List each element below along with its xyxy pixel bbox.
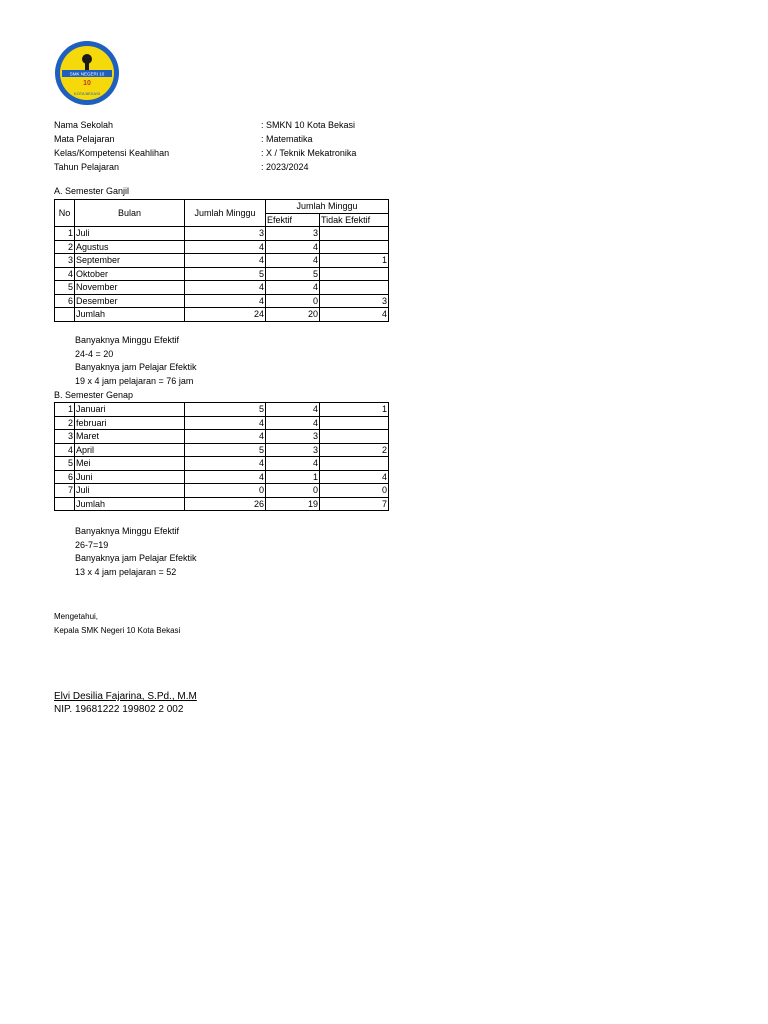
note-line: 24-4 = 20 xyxy=(75,348,114,359)
cell-jumlah: 5 xyxy=(185,403,266,417)
info-value: : SMKN 10 Kota Bekasi xyxy=(261,120,356,130)
cell-tidak-efektif: 0 xyxy=(320,484,389,498)
cell-total-tidak-efektif: 7 xyxy=(320,497,389,511)
cell-efektif: 3 xyxy=(266,227,320,241)
note-line: 26-7=19 xyxy=(75,539,109,550)
cell-bulan: September xyxy=(75,254,185,268)
table-row xyxy=(55,430,389,444)
cell-no: 5 xyxy=(55,281,75,295)
cell-efektif: 1 xyxy=(266,470,320,484)
cell-total-label: Jumlah xyxy=(75,497,185,511)
cell-jumlah: 4 xyxy=(185,281,266,295)
header-jumlah-minggu: Jumlah Minggu xyxy=(185,200,266,227)
cell-tidak-efektif xyxy=(320,281,389,295)
cell-no: 2 xyxy=(55,240,75,254)
cell-bulan: April xyxy=(75,443,185,457)
header-group: Jumlah Minggu xyxy=(266,200,389,214)
cell-total-efektif: 19 xyxy=(266,497,320,511)
cell-total-jumlah: 26 xyxy=(185,497,266,511)
table-row xyxy=(55,254,389,268)
cell-tidak-efektif xyxy=(320,430,389,444)
cell-tidak-efektif: 1 xyxy=(320,254,389,268)
cell-efektif: 4 xyxy=(266,240,320,254)
cell-no xyxy=(55,497,75,511)
cell-jumlah: 5 xyxy=(185,267,266,281)
cell-tidak-efektif: 1 xyxy=(320,403,389,417)
cell-efektif: 4 xyxy=(266,254,320,268)
signer xyxy=(54,690,197,716)
cell-bulan: Mei xyxy=(75,457,185,471)
note-line: Banyaknya Minggu Efektif xyxy=(75,526,180,536)
cell-tidak-efektif xyxy=(320,227,389,241)
cell-jumlah: 4 xyxy=(185,294,266,308)
header-efektif: Efektif xyxy=(266,213,320,227)
school-logo xyxy=(54,40,120,106)
cell-total-efektif: 20 xyxy=(266,308,320,322)
school-info xyxy=(54,118,356,174)
cell-total-jumlah: 24 xyxy=(185,308,266,322)
ganjil-notes xyxy=(75,334,197,388)
info-value: : X / Teknik Mekatronika xyxy=(261,148,357,158)
table-total-row xyxy=(55,308,389,322)
cell-bulan: Desember xyxy=(75,294,185,308)
cell-bulan: Oktober xyxy=(75,267,185,281)
cell-efektif: 4 xyxy=(266,403,320,417)
table-row xyxy=(55,267,389,281)
cell-jumlah: 4 xyxy=(185,430,266,444)
sign-line-title: Kepala SMK Negeri 10 Kota Bekasi xyxy=(54,626,181,635)
header-tidak-efektif: Tidak Efektif xyxy=(320,213,389,227)
cell-jumlah: 4 xyxy=(185,240,266,254)
logo-number: 10 xyxy=(83,80,91,87)
info-row xyxy=(54,160,356,174)
genap-title: B. Semester Genap xyxy=(54,390,134,400)
table-row xyxy=(55,294,389,308)
sign-block xyxy=(54,610,180,638)
table-row xyxy=(55,281,389,295)
note-line: 19 x 4 jam pelajaran = 76 jam xyxy=(75,375,194,386)
note-line: Banyaknya Minggu Efektif xyxy=(75,335,180,345)
cell-bulan: februari xyxy=(75,416,185,430)
cell-jumlah: 0 xyxy=(185,484,266,498)
cell-bulan: November xyxy=(75,281,185,295)
cell-efektif: 4 xyxy=(266,457,320,471)
table-row xyxy=(55,403,389,417)
table-row xyxy=(55,416,389,430)
table-total-row xyxy=(55,497,389,511)
cell-no: 4 xyxy=(55,267,75,281)
cell-efektif: 3 xyxy=(266,430,320,444)
cell-jumlah: 4 xyxy=(185,416,266,430)
info-key: Tahun Pelajaran xyxy=(54,162,120,172)
info-value: : Matematika xyxy=(261,134,313,144)
cell-no: 5 xyxy=(55,457,75,471)
cell-tidak-efektif: 4 xyxy=(320,470,389,484)
cell-total-label: Jumlah xyxy=(75,308,185,322)
signer-nip: NIP. 19681222 199802 2 002 xyxy=(54,704,184,715)
signer-name: Elvi Desilia Fajarina, S.Pd., M.M xyxy=(54,691,197,702)
logo-top-text: SMK NEGERI 10 xyxy=(69,71,105,77)
cell-tidak-efektif xyxy=(320,240,389,254)
sign-line-mengetahui: Mengetahui, xyxy=(54,612,99,621)
cell-no: 7 xyxy=(55,484,75,498)
cell-no: 4 xyxy=(55,443,75,457)
cell-efektif: 5 xyxy=(266,267,320,281)
cell-jumlah: 4 xyxy=(185,470,266,484)
cell-no: 1 xyxy=(55,403,75,417)
logo-bottom-text: KOTA BEKASI xyxy=(74,91,100,96)
cell-no: 1 xyxy=(55,227,75,241)
cell-tidak-efektif xyxy=(320,416,389,430)
info-key: Mata Pelajaran xyxy=(54,134,115,144)
cell-bulan: Maret xyxy=(75,430,185,444)
cell-total-tidak-efektif: 4 xyxy=(320,308,389,322)
cell-jumlah: 3 xyxy=(185,227,266,241)
info-row xyxy=(54,118,356,132)
cell-jumlah: 4 xyxy=(185,254,266,268)
cell-efektif: 0 xyxy=(266,294,320,308)
cell-no: 6 xyxy=(55,470,75,484)
cell-efektif: 0 xyxy=(266,484,320,498)
info-row xyxy=(54,146,356,160)
info-key: Nama Sekolah xyxy=(54,120,114,130)
info-row xyxy=(54,132,356,146)
cell-jumlah: 5 xyxy=(185,443,266,457)
info-key: Kelas/Kompetensi Keahlihan xyxy=(54,148,170,158)
cell-bulan: Januari xyxy=(75,403,185,417)
cell-jumlah: 4 xyxy=(185,457,266,471)
note-line: 13 x 4 jam pelajaran = 52 xyxy=(75,566,177,577)
header-bulan: Bulan xyxy=(75,200,185,227)
info-value: : 2023/2024 xyxy=(261,162,309,172)
table-row xyxy=(55,240,389,254)
cell-bulan: Juli xyxy=(75,484,185,498)
cell-no: 3 xyxy=(55,254,75,268)
note-line: Banyaknya jam Pelajar Efektik xyxy=(75,362,197,372)
cell-tidak-efektif xyxy=(320,267,389,281)
ganjil-table xyxy=(54,199,389,322)
cell-tidak-efektif xyxy=(320,457,389,471)
cell-no: 6 xyxy=(55,294,75,308)
cell-efektif: 4 xyxy=(266,281,320,295)
table-row xyxy=(55,227,389,241)
table-row xyxy=(55,470,389,484)
cell-no: 2 xyxy=(55,416,75,430)
cell-tidak-efektif: 2 xyxy=(320,443,389,457)
table-row xyxy=(55,457,389,471)
ganjil-title: A. Semester Ganjil xyxy=(54,186,130,196)
note-line: Banyaknya jam Pelajar Efektik xyxy=(75,553,197,563)
cell-bulan: Juli xyxy=(75,227,185,241)
cell-bulan: Juni xyxy=(75,470,185,484)
cell-bulan: Agustus xyxy=(75,240,185,254)
table-row xyxy=(55,484,389,498)
table-row xyxy=(55,443,389,457)
cell-no xyxy=(55,308,75,322)
cell-efektif: 4 xyxy=(266,416,320,430)
cell-no: 3 xyxy=(55,430,75,444)
genap-table xyxy=(54,402,389,511)
cell-tidak-efektif: 3 xyxy=(320,294,389,308)
cell-efektif: 3 xyxy=(266,443,320,457)
genap-notes xyxy=(75,525,197,579)
header-no: No xyxy=(55,200,75,227)
